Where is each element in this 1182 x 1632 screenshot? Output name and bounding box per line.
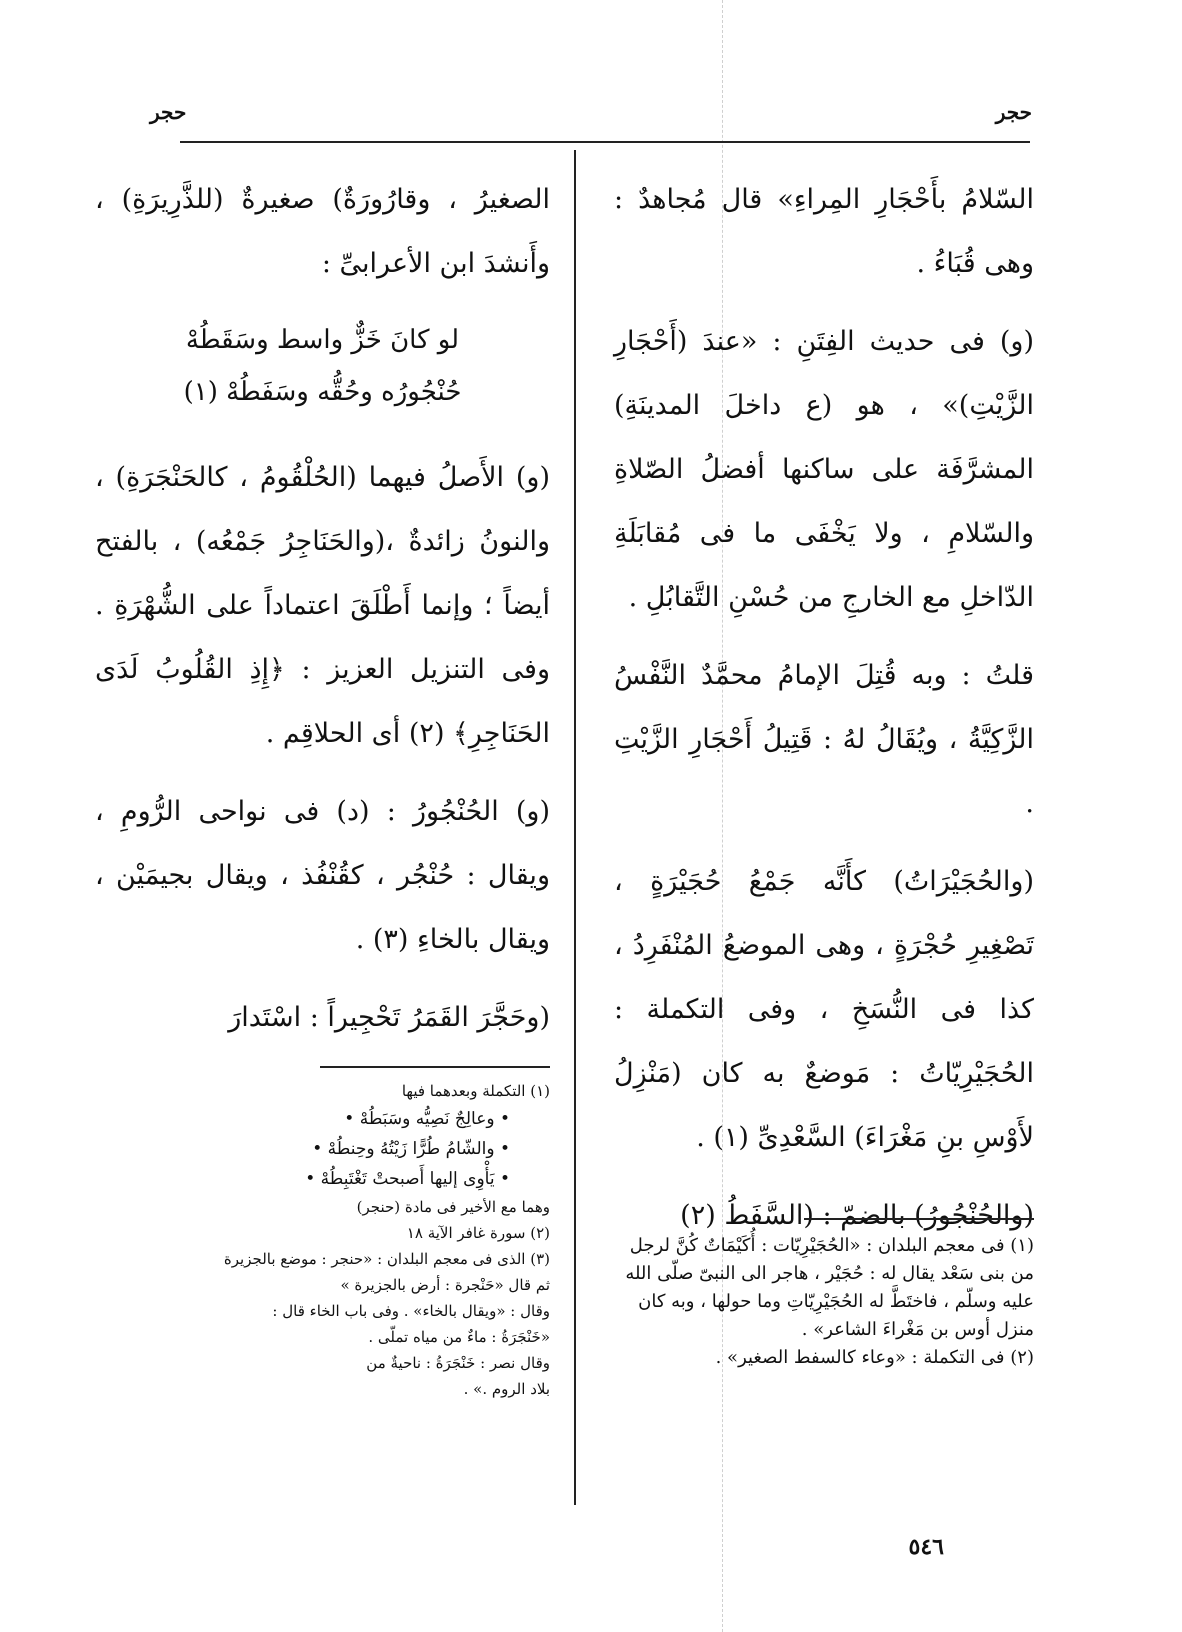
left-footnote-3-line-5: وقال نصر : خَنْجَرَةُ : ناحيةٌ من bbox=[366, 1354, 550, 1372]
left-footnotes bbox=[95, 1078, 550, 1402]
running-head-left: حجر bbox=[150, 100, 187, 124]
right-footnote-2: (٢) فى التكملة : «وعاء كالسفط الصغير» . bbox=[715, 1347, 1034, 1368]
verse-line-2: حُنْجُورُه وحُقُّه وسَفَطُهْ (١) bbox=[183, 377, 462, 407]
poem-verse bbox=[95, 314, 550, 418]
right-paragraph-5: (والحُنْجُورُ) بالضمّ : (السَّفَطُ (٢) bbox=[680, 1200, 1034, 1231]
left-footnote-3-line-3: وقال : «ويقال بالخاء» . وفى باب الخاء قال : bbox=[272, 1302, 550, 1320]
left-footnote-1-note: وهما مع الأخير فى مادة (حنجر) bbox=[356, 1198, 550, 1216]
left-footnote-2: (٢) سورة غافر الآية ١٨ bbox=[406, 1224, 550, 1242]
left-footnote-3-line-2: ثم قال «حَنْجرة : أرض بالجزيرة » bbox=[340, 1276, 550, 1294]
left-footnote-1-verse-3: • يَأْوِى إليها أَصبحتْ تَغْتَبِطُهْ • bbox=[305, 1169, 510, 1189]
left-paragraph-2: (و) الأَصلُ فيهما (الحُلْقُومُ ، كالحَنْجَرَةِ) ، والنونُ زائدةٌ ،(والحَنَاجِرُ جَمْعُه) ، بالفتح أيضاً ؛ وإنما أَطْلَقَ اعتماداً على الشُّهْرَةِ . وفى التنزيل العزيز : ﴿إِذِ القُلُوبُ لَدَى الحَنَاجِرِ﴾ (٢) أى الحلاقِم . bbox=[95, 462, 550, 749]
header-rule bbox=[180, 141, 1030, 143]
left-paragraph-1: الصغيرُ ، وقارُورَةٌ) صغيرةٌ (للذَّرِيرَةِ) ، وأَنشدَ ابن الأعرابىِّ : bbox=[95, 184, 550, 279]
right-paragraph-3: قلتُ : وبه قُتِلَ الإمامُ محمَّدٌ النَّفْسُ الزَّكِيَّةُ ، ويُقَالُ لهُ : قَتِيلُ أَحْجَارِ الزَّيْتِ . bbox=[614, 660, 1034, 819]
left-footnote-1-title: (١) التكملة وبعدهما فيها bbox=[401, 1082, 550, 1100]
right-paragraph-4: (والحُجَيْرَاتُ) كأَنَّه جَمْعُ حُجَيْرَةٍ ، تَصْغِيرِ حُجْرَةٍ ، وهى الموضعُ المُنْفَرِدُ ، كذا فى النُّسَخِ ، وفى التكملة : الحُجَيْرِيّاتُ : مَوضعٌ به كان (مَنْزِلُ لأَوْسِ بنِ مَغْرَاءَ) السَّعْدِىِّ (١) . bbox=[614, 866, 1034, 1153]
right-footnote-rule bbox=[804, 1218, 1034, 1220]
right-footnotes bbox=[614, 1232, 1034, 1372]
left-paragraph-4: (وحَجَّرَ القَمَرُ تَحْجِيراً : اسْتَدارَ bbox=[228, 1002, 550, 1033]
left-footnote-1-verse-1: • وعالِجٌ نَصِيُّه وسَبَطُهْ • bbox=[344, 1109, 510, 1129]
left-footnote-3-line-6: بلاد الروم .» . bbox=[463, 1380, 550, 1398]
column-divider bbox=[574, 150, 576, 1505]
right-column bbox=[614, 168, 1034, 1262]
running-head-right: حجر bbox=[995, 100, 1032, 124]
left-footnote-3-line-1: (٣) الذى فى معجم البلدان : «حنجر : موضع بالجزيرة bbox=[223, 1250, 550, 1268]
right-paragraph-1: السّلامُ بأَحْجَارِ المِراءِ» قال مُجاهدٌ : وهى قُبَاءُ . bbox=[614, 184, 1034, 279]
page-number: ٥٤٦ bbox=[908, 1534, 944, 1560]
right-footnote-1: (١) فى معجم البلدان : «الحُجَيْرِيّات : أُكَيْمَاتٌ كُنَّ لرجل من بنى سَعْد يقال له : حُجَيْر ، هاجر الى النبىّ صلّى الله عليه وسلّم ، فاختَطَّ له الحُجَيْرِيّاتِ وما حولها ، وبه كان منزل أوس بن مَغْراءَ الشاعر» . bbox=[625, 1235, 1034, 1340]
right-paragraph-2: (و) فى حديث الفِتَنِ : «عندَ (أَحْجَارِ الزَّيْتِ)» ، هو (ع داخلَ المدينَةِ) المشرَّفَة على ساكنها أفضلُ الصّلاةِ والسّلامِ ، ولا يَخْفَى ما فى مُقابَلَةِ الدّاخلِ مع الخارجِ من حُسْنِ التَّقابُلِ . bbox=[614, 326, 1034, 613]
left-footnote-3-line-4: «خَنْجَرَةُ : ماءٌ من مياه تملّى . bbox=[368, 1328, 550, 1346]
left-footnote-1-verse-2: • والشّامُ طُرًّا زَيْتُهُ وحِنطُهْ • bbox=[312, 1139, 510, 1159]
verse-line-1: لو كانَ خَزٌّ واسط وسَقَطُهْ bbox=[185, 325, 460, 355]
left-paragraph-3: (و) الحُنْجُورُ : (د) فى نواحى الرُّومِ ، ويقال : حُنْجُر ، كقُنْفُذ ، ويقال بجيمَيْن ، ويقال بالخاءِ (٣) . bbox=[95, 796, 550, 955]
left-footnote-rule bbox=[320, 1066, 550, 1068]
left-column bbox=[95, 168, 550, 1064]
